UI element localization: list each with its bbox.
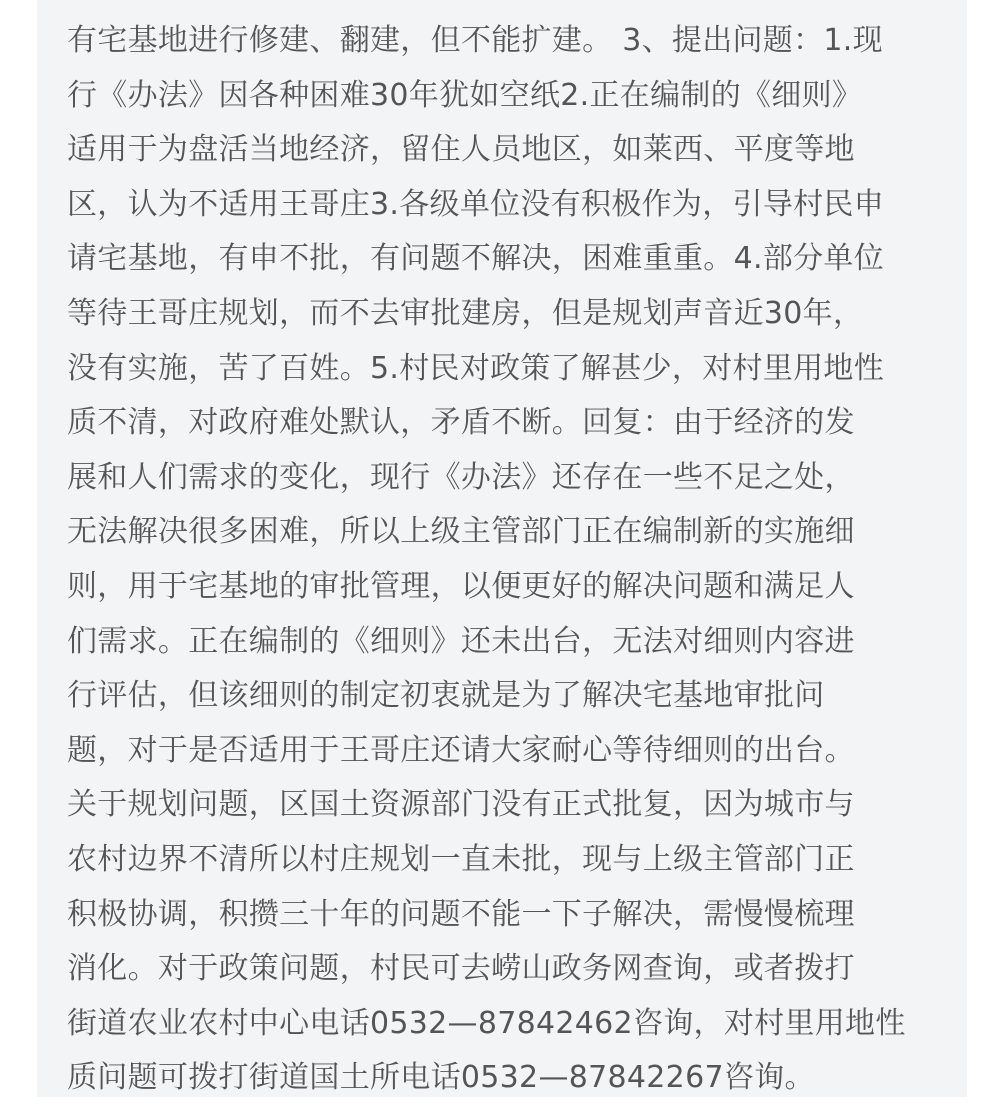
article-line: 适用于为盘活当地经济，留住人员地区，如莱西、平度等地 bbox=[67, 132, 855, 168]
article-line: 有宅基地进行修建、翻建，但不能扩建。 3、提出问题：1.现 bbox=[67, 23, 883, 58]
article-line: 积极协调，积攒三十年的问题不能一下子解决，需慢慢梳理 bbox=[67, 896, 855, 932]
article-line: 质问题可拨打街道国土所电话0532—87842267咨询。 bbox=[67, 1060, 815, 1096]
article-line: 农村边界不清所以村庄规划一直未批，现与上级主管部门正 bbox=[67, 841, 855, 877]
article-line: 展和人们需求的变化，现行《办法》还存在一些不足之处， bbox=[67, 459, 855, 495]
article-line: 题，对于是否适用于王哥庄还请大家耐心等待细则的出台。 bbox=[67, 732, 855, 768]
article-line: 关于规划问题，区国土资源部门没有正式批复，因为城市与 bbox=[67, 787, 855, 823]
article-line: 则，用于宅基地的审批管理，以便更好的解决问题和满足人 bbox=[67, 568, 855, 604]
article-line: 区，认为不适用王哥庄3.各级单位没有积极作为，引导村民申 bbox=[67, 186, 885, 222]
article-line: 行评估，但该细则的制定初衷就是为了解决宅基地审批问 bbox=[67, 678, 825, 714]
article-line: 无法解决很多困难，所以上级主管部门正在编制新的实施细 bbox=[67, 514, 855, 550]
article-line: 们需求。正在编制的《细则》还未出台，无法对细则内容进 bbox=[67, 623, 855, 659]
article-line: 行《办法》因各种困难30年犹如空纸2.正在编制的《细则》 bbox=[67, 77, 863, 113]
article-line: 质不清，对政府难处默认，矛盾不断。回复：由于经济的发 bbox=[67, 405, 855, 441]
article-line: 请宅基地，有申不批，有问题不解决，困难重重。4.部分单位 bbox=[67, 241, 885, 277]
article-body bbox=[67, 14, 947, 1106]
article-line: 消化。对于政策问题，村民可去崂山政务网查询，或者拨打 bbox=[67, 951, 855, 987]
article-line: 街道农业农村中心电话0532—87842462咨询，对村里用地性 bbox=[67, 1005, 906, 1041]
article-line: 等待王哥庄规划，而不去审批建房，但是规划声音近30年， bbox=[67, 295, 864, 331]
article-line: 没有实施，苦了百姓。5.村民对政策了解甚少，对村里用地性 bbox=[67, 350, 885, 386]
